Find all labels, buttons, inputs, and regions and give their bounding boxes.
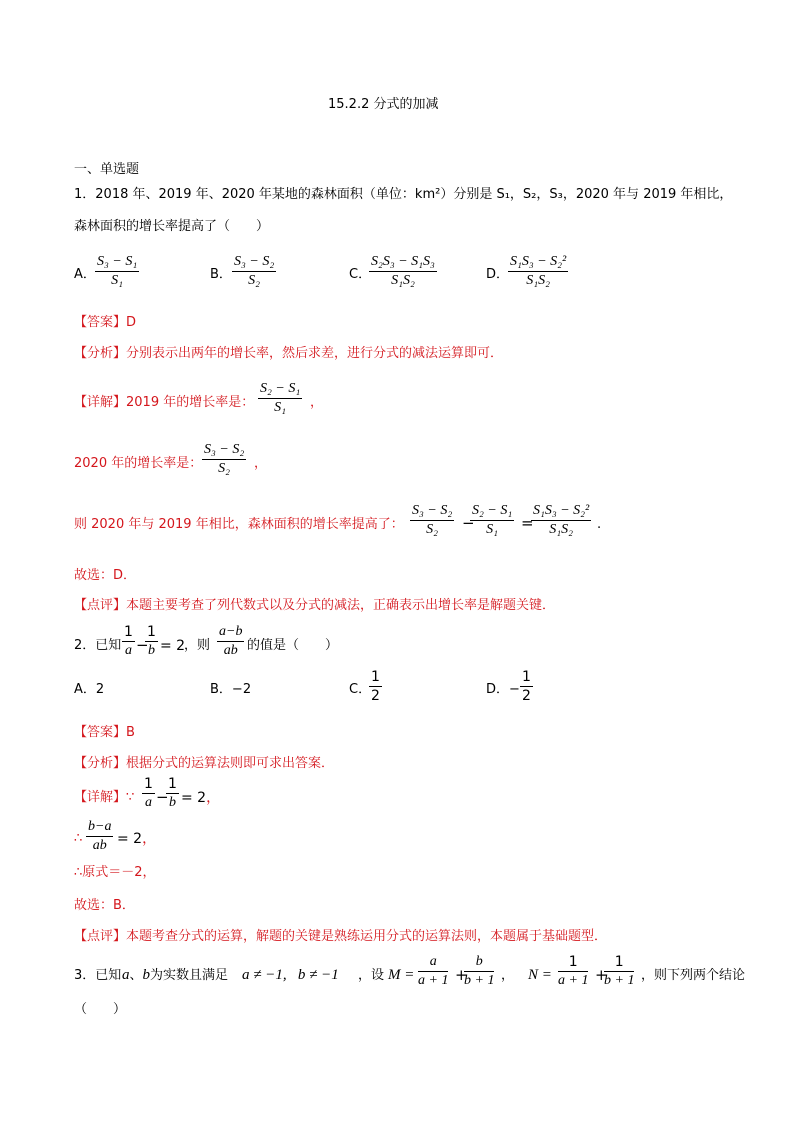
q2-analysis: 【分析】根据分式的运算法则即可求出答案． [74, 756, 335, 771]
section-heading: 一、单选题 [74, 162, 140, 177]
period: . [597, 517, 602, 532]
q1-option-a-fraction [95, 253, 139, 290]
q2-option-d-fraction: 1 2 [522, 669, 531, 704]
q1-option-d-fraction [508, 253, 568, 290]
fraction-numerator: S₁S₃ − S₂² [510, 254, 567, 269]
fraction-numerator: S₂ − S₁ [472, 503, 513, 518]
q2-detail-prefix: 【详解】∵ [74, 790, 135, 805]
q2-stem-mid: ，则 [184, 638, 211, 653]
q3-frac-1-a: 1 a + 1 [558, 954, 589, 988]
fraction-denominator: S₁ [486, 522, 499, 537]
q2-stem-prefix: 2．已知 [74, 638, 122, 653]
fraction-denominator: S₁ [274, 400, 287, 415]
q2-option-c-fraction: 1 2 [371, 669, 380, 704]
q3-frac-b: b b + 1 [464, 954, 495, 988]
q2-therefore-1: ∴ [74, 831, 83, 846]
q1-stem-line1 [74, 186, 732, 204]
q1-comment: 【点评】本题主要考查了列代数式以及分式的减法，正确表示出增长率是解题关键． [74, 598, 556, 613]
equals-two: = 2， [181, 790, 221, 806]
q3-stem-suffix: ，则下列两个结论 [641, 968, 746, 983]
q3-stem-mid1: 为实数且满足 [150, 968, 229, 983]
q1-option-c-label: C． [349, 267, 372, 282]
fraction-denominator: S₁S₂ [526, 273, 550, 288]
q1-line3-fraction-3 [531, 502, 591, 539]
fraction-numerator: S₃ − S₂ [234, 254, 275, 269]
fraction-denominator: S₂ [218, 461, 231, 476]
q2-frac-a-minus-b: a−b ab [219, 624, 243, 658]
comma: ， [501, 968, 515, 983]
fraction-denominator: S₂ [426, 522, 439, 537]
minus-sign: − [136, 636, 149, 654]
q1-answer: 【答案】D [74, 315, 137, 330]
q2-frac-b-minus-a: b−a ab [88, 819, 112, 853]
q1-option-b-fraction [232, 253, 276, 290]
minus-sign: − [462, 514, 475, 532]
plus-sign: + [455, 966, 468, 984]
q1-line3-fraction-2 [470, 502, 514, 539]
q1-line3-fraction-1 [410, 502, 454, 539]
q3-stem-line2: （ ） [74, 1002, 127, 1017]
equals-two: = 2， [117, 831, 157, 847]
fraction-numerator: S₃ − S₂ [204, 442, 245, 457]
q1-option-a-label: A． [74, 267, 96, 282]
fraction-numerator: S₂S₃ − S₁S₃ [371, 254, 435, 269]
q3-M-equals: M = [388, 967, 415, 983]
fraction-numerator: S₁S₃ − S₂² [533, 503, 590, 518]
fraction-denominator: S₁S₂ [549, 522, 573, 537]
q3-stem-prefix: 3．已知 [74, 968, 122, 983]
fraction-numerator: S₃ − S₁ [97, 254, 138, 269]
minus-sign: − [156, 788, 169, 806]
equals-two: = 2 [160, 638, 186, 654]
q1-line2-prefix: 2020 年的增长率是： [74, 456, 203, 471]
equals-sign: = [521, 514, 534, 532]
q1-option-d-label: D． [486, 267, 510, 282]
q2-option-d-label: D．− [486, 682, 520, 697]
q1-stem-text: 1．2018 年、2019 年、2020 年某地的森林面积（单位：km²）分别是 S₁，S₂，S₃，2020 年与 2019 年相比， [74, 187, 733, 202]
q1-line2-comma: ， [254, 456, 268, 471]
page-title: 15.2.2 分式的加减 [328, 97, 439, 112]
q1-option-b-label: B． [210, 267, 232, 282]
q1-option-c-fraction [369, 253, 437, 290]
q2-frac-1-over-a: 1 a [124, 624, 133, 658]
q2-option-c-label: C． [349, 682, 372, 697]
q2-choose: 故选：B． [74, 898, 135, 913]
q1-detail-comma: ， [310, 395, 324, 410]
fraction-denominator: S₁S₂ [391, 273, 415, 288]
q1-line2-fraction [202, 441, 246, 478]
q3-frac-1-b: 1 b + 1 [604, 954, 635, 988]
q2-frac-1-over-b: 1 b [147, 624, 156, 658]
q3-stem-mid2: ，设 [358, 968, 385, 983]
q3-frac-a: a a + 1 [418, 954, 449, 988]
q1-line3-prefix: 则 2020 年与 2019 年相比，森林面积的增长率提高了： [74, 517, 404, 532]
q2-option-a: A．2 [74, 682, 105, 697]
q1-choose: 故选：D． [74, 568, 137, 583]
q2-detail-frac-a: 1 a [144, 776, 153, 810]
q3-N-equals: N = [528, 967, 552, 983]
q1-analysis: 【分析】分别表示出两年的增长率，然后求差，进行分式的减法运算即可． [74, 346, 504, 361]
q3-condition: a ≠ −1, b ≠ −1 [242, 967, 339, 983]
q2-detail-frac-b: 1 b [168, 776, 177, 810]
fraction-numerator: S₂ − S₁ [260, 381, 301, 396]
fraction-denominator: S₂ [248, 273, 261, 288]
fraction-denominator: S₁ [111, 273, 124, 288]
q1-detail-fraction [258, 380, 302, 417]
q2-stem-suffix: 的值是（ ） [247, 638, 339, 653]
q2-comment: 【点评】本题考查分式的运算，解题的关键是熟练运用分式的运算法则，本题属于基础题型． [74, 929, 608, 944]
q2-option-b: B．−2 [210, 682, 252, 697]
q2-therefore-2: ∴原式＝－2， [74, 865, 156, 880]
q1-detail-prefix: 【详解】2019 年的增长率是： [74, 395, 255, 410]
q3-var-ab: a、b [122, 967, 151, 983]
fraction-numerator: S₃ − S₂ [412, 503, 453, 518]
plus-sign: + [595, 966, 608, 984]
q1-stem-line2: 森林面积的增长率提高了（ ） [74, 219, 270, 234]
q2-answer: 【答案】B [74, 725, 135, 740]
